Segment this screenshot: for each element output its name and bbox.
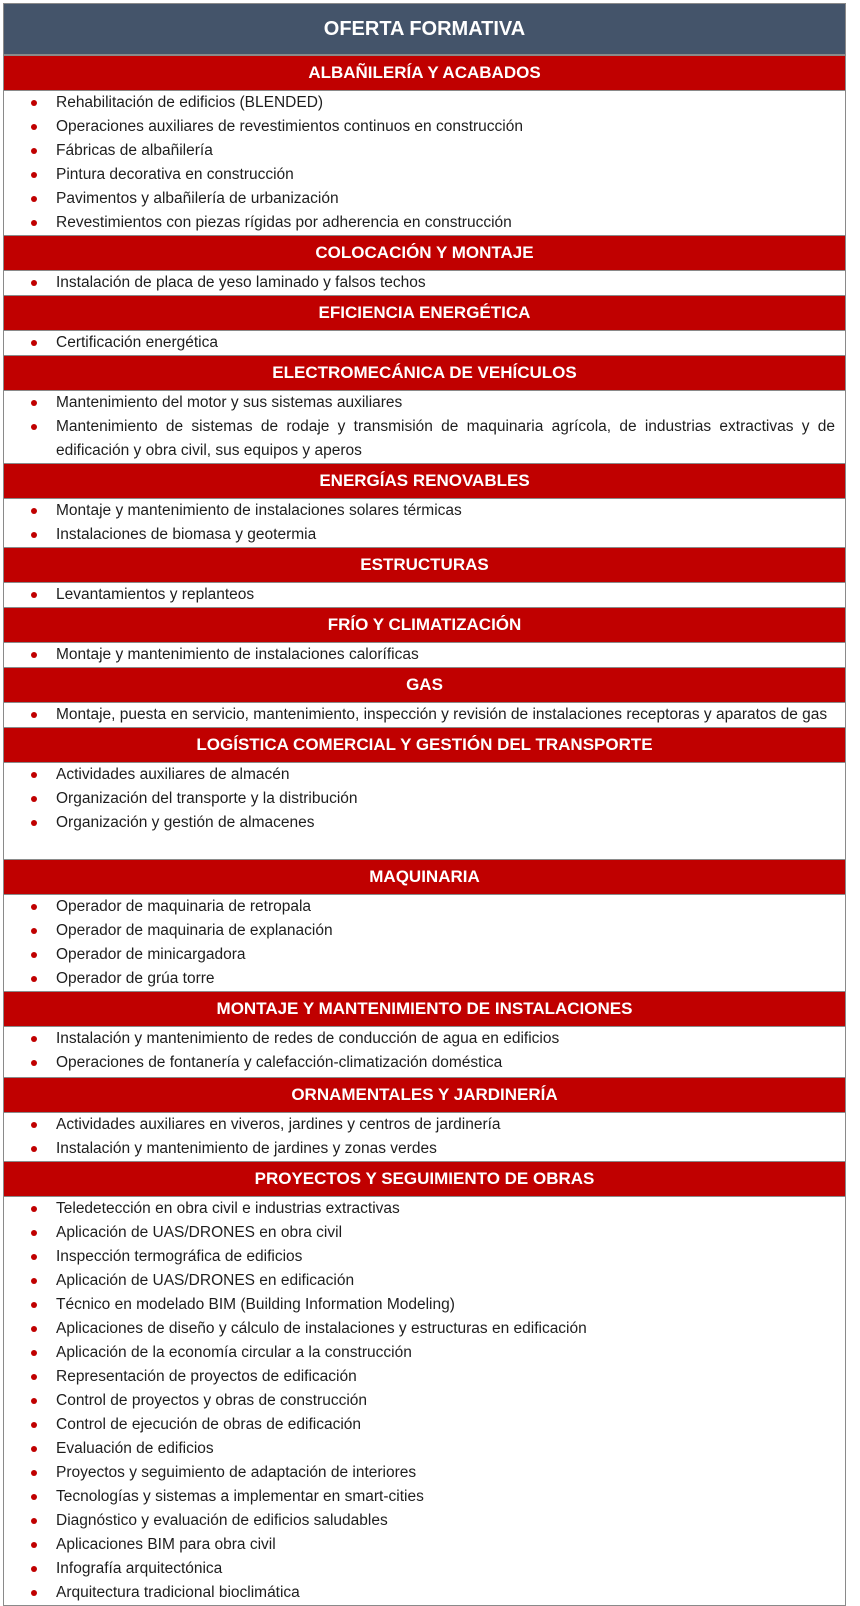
list-item-text: Fábricas de albañilería (56, 142, 213, 159)
section-list-block (4, 1113, 845, 1161)
list-item (4, 91, 845, 115)
bullet-icon (31, 904, 37, 910)
bullet-icon (31, 1146, 37, 1152)
list-item (4, 139, 845, 163)
bullet-icon (31, 100, 37, 106)
list-item-text: Teledetección en obra civil e industrias extractivas (56, 1200, 400, 1217)
list-item (4, 1137, 845, 1161)
bullet-icon (31, 532, 37, 538)
bullet-icon (31, 424, 37, 430)
bullet-icon (31, 1494, 37, 1500)
bullet-icon (31, 172, 37, 178)
section-heading: MONTAJE Y MANTENIMIENTO DE INSTALACIONES (4, 991, 845, 1027)
list-item-text: Actividades auxiliares de almacén (56, 766, 290, 783)
bullet-icon (31, 1036, 37, 1042)
list-item-text: Operador de maquinaria de explanación (56, 922, 333, 939)
section-heading: GAS (4, 667, 845, 703)
bullet-icon (31, 1542, 37, 1548)
list-item (4, 187, 845, 211)
section-list-block (4, 91, 845, 235)
list-item-text: Actividades auxiliares en viveros, jardines y centros de jardinería (56, 1116, 501, 1133)
bullet-icon (31, 340, 37, 346)
list-item-text: Organización y gestión de almacenes (56, 814, 315, 831)
list-item-text: Control de proyectos y obras de construcción (56, 1392, 368, 1409)
bullet-icon (31, 1446, 37, 1452)
bullet-icon (31, 952, 37, 958)
list-item-text: Inspección termográfica de edificios (56, 1248, 303, 1265)
list-item-text: Levantamientos y replanteos (56, 586, 255, 603)
list-item-text: Aplicación de la economía circular a la construcción (56, 1344, 412, 1361)
list-item-text: Diagnóstico y evaluación de edificios saludables (56, 1512, 388, 1529)
bullet-icon (31, 1350, 37, 1356)
list-item-text: Certificación energética (56, 334, 218, 351)
list-item-text: Infografía arquitectónica (56, 1560, 223, 1577)
bullet-icon (31, 1254, 37, 1260)
list-item (4, 1245, 845, 1269)
bullet-icon (31, 1518, 37, 1524)
list-item-text: Instalaciones de biomasa y geotermia (56, 526, 317, 543)
list-item-text: Operaciones auxiliares de revestimientos continuos en construcción (56, 118, 523, 135)
bullet-icon (31, 220, 37, 226)
list-item (4, 271, 845, 295)
bullet-icon (31, 1470, 37, 1476)
list-item (4, 1557, 845, 1581)
list-item-text: Instalación y mantenimiento de jardines y zonas verdes (56, 1140, 437, 1157)
list-item-text: Operador de maquinaria de retropala (56, 898, 312, 915)
bullet-icon (31, 1398, 37, 1404)
bullet-icon (31, 124, 37, 130)
list-item (4, 115, 845, 139)
list-item-text: Aplicaciones de diseño y cálculo de instalaciones y estructuras en edificación (56, 1320, 587, 1337)
list-item-text: Montaje, puesta en servicio, mantenimiento, inspección y revisión de instalaciones receptoras y aparatos de gas (56, 706, 828, 723)
list-item (4, 499, 845, 523)
list-item-text: Evaluación de edificios (56, 1440, 214, 1457)
list-item (4, 895, 845, 919)
section-heading: MAQUINARIA (4, 859, 845, 895)
bullet-icon (31, 652, 37, 658)
bullet-icon (31, 1302, 37, 1308)
list-item-text: Pintura decorativa en construcción (56, 166, 294, 183)
list-item-text: Pavimentos y albañilería de urbanización (56, 190, 339, 207)
page-title: OFERTA FORMATIVA (4, 4, 845, 55)
section-list-block (4, 763, 845, 859)
bullet-icon (31, 928, 37, 934)
section-item-list (4, 499, 845, 547)
list-item (4, 1581, 845, 1605)
section-item-list (4, 271, 845, 295)
list-item-text: Mantenimiento del motor y sus sistemas auxiliares (56, 394, 403, 411)
section-list-block (4, 499, 845, 547)
section-item-list (4, 1027, 845, 1075)
list-item-text: Aplicaciones BIM para obra civil (56, 1536, 276, 1553)
bullet-icon (31, 1422, 37, 1428)
list-item (4, 1221, 845, 1245)
list-item-text: Montaje y mantenimiento de instalaciones caloríficas (56, 646, 419, 663)
section-heading: PROYECTOS Y SEGUIMIENTO DE OBRAS (4, 1161, 845, 1197)
list-item-text: Técnico en modelado BIM (Building Information Modeling) (56, 1296, 455, 1313)
list-item-text: Organización del transporte y la distribución (56, 790, 358, 807)
list-item (4, 703, 845, 727)
list-item (4, 415, 845, 463)
section-list-block (4, 703, 845, 727)
list-item (4, 763, 845, 787)
list-item-text: Revestimientos con piezas rígidas por adherencia en construcción (56, 214, 512, 231)
bullet-icon (31, 148, 37, 154)
list-item (4, 1197, 845, 1221)
list-item (4, 1485, 845, 1509)
list-item-text: Operador de grúa torre (56, 970, 215, 987)
list-item (4, 967, 845, 991)
list-item (4, 163, 845, 187)
section-heading: LOGÍSTICA COMERCIAL Y GESTIÓN DEL TRANSPORTE (4, 727, 845, 763)
section-heading: FRÍO Y CLIMATIZACIÓN (4, 607, 845, 643)
list-item (4, 1437, 845, 1461)
bullet-icon (31, 1326, 37, 1332)
section-list-block (4, 1197, 845, 1605)
list-item (4, 643, 845, 667)
section-heading: COLOCACIÓN Y MONTAJE (4, 235, 845, 271)
section-list-block (4, 271, 845, 295)
bullet-icon (31, 1206, 37, 1212)
bullet-icon (31, 280, 37, 286)
list-item (4, 919, 845, 943)
section-heading: ENERGÍAS RENOVABLES (4, 463, 845, 499)
list-item (4, 1365, 845, 1389)
section-heading: EFICIENCIA ENERGÉTICA (4, 295, 845, 331)
list-item (4, 1509, 845, 1533)
section-item-list (4, 763, 845, 835)
list-item (4, 1533, 845, 1557)
bullet-icon (31, 1060, 37, 1066)
bullet-icon (31, 1374, 37, 1380)
section-list-block (4, 643, 845, 667)
list-item (4, 1413, 845, 1437)
section-item-list (4, 391, 845, 463)
list-item (4, 1027, 845, 1051)
bullet-icon (31, 1230, 37, 1236)
bullet-icon (31, 712, 37, 718)
list-item (4, 943, 845, 967)
list-item-text: Operaciones de fontanería y calefacción-climatización doméstica (56, 1054, 503, 1071)
section-heading: ELECTROMECÁNICA DE VEHÍCULOS (4, 355, 845, 391)
list-item (4, 1461, 845, 1485)
bullet-icon (31, 1566, 37, 1572)
list-item (4, 523, 845, 547)
bullet-icon (31, 196, 37, 202)
section-item-list (4, 91, 845, 235)
section-item-list (4, 583, 845, 607)
section-item-list (4, 1197, 845, 1605)
bullet-icon (31, 820, 37, 826)
list-item (4, 1113, 845, 1137)
list-item (4, 1293, 845, 1317)
list-item (4, 331, 845, 355)
section-item-list (4, 895, 845, 991)
bullet-icon (31, 1122, 37, 1128)
list-item-text: Control de ejecución de obras de edificación (56, 1416, 362, 1433)
section-item-list (4, 1113, 845, 1161)
list-item (4, 1317, 845, 1341)
list-item-text: Montaje y mantenimiento de instalaciones solares térmicas (56, 502, 462, 519)
section-list-block (4, 1027, 845, 1077)
bullet-icon (31, 1590, 37, 1596)
list-item (4, 1341, 845, 1365)
bullet-icon (31, 976, 37, 982)
list-item (4, 1269, 845, 1293)
section-list-block (4, 391, 845, 463)
bullet-icon (31, 592, 37, 598)
bullet-icon (31, 772, 37, 778)
bullet-icon (31, 1278, 37, 1284)
section-list-block (4, 583, 845, 607)
list-item-text: Instalación de placa de yeso laminado y falsos techos (56, 274, 426, 291)
sections-container (4, 55, 845, 1605)
course-offer-table (3, 3, 846, 1606)
list-item (4, 1051, 845, 1075)
section-item-list (4, 331, 845, 355)
list-item-text: Mantenimiento de sistemas de rodaje y transmisión de maquinaria agrícola, de industrias extractivas y de edificación y obra civil, sus equipos y aperos (56, 418, 835, 459)
list-item-text: Instalación y mantenimiento de redes de conducción de agua en edificios (56, 1030, 560, 1047)
list-item-text: Aplicación de UAS/DRONES en obra civil (56, 1224, 343, 1241)
section-list-block (4, 331, 845, 355)
list-item-text: Tecnologías y sistemas a implementar en smart-cities (56, 1488, 424, 1505)
list-item-text: Proyectos y seguimiento de adaptación de interiores (56, 1464, 417, 1481)
list-item (4, 583, 845, 607)
section-item-list (4, 703, 845, 727)
list-item-text: Arquitectura tradicional bioclimática (56, 1584, 300, 1601)
section-heading: ORNAMENTALES Y JARDINERÍA (4, 1077, 845, 1113)
bullet-icon (31, 400, 37, 406)
list-item (4, 211, 845, 235)
list-item-text: Rehabilitación de edificios (BLENDED) (56, 94, 324, 111)
bullet-icon (31, 508, 37, 514)
list-item (4, 391, 845, 415)
list-item-text: Operador de minicargadora (56, 946, 246, 963)
section-item-list (4, 643, 845, 667)
list-item-text: Representación de proyectos de edificación (56, 1368, 357, 1385)
section-heading: ALBAÑILERÍA Y ACABADOS (4, 55, 845, 91)
list-item-text: Aplicación de UAS/DRONES en edificación (56, 1272, 355, 1289)
list-item (4, 1389, 845, 1413)
bullet-icon (31, 796, 37, 802)
section-heading: ESTRUCTURAS (4, 547, 845, 583)
section-list-block (4, 895, 845, 991)
list-item (4, 811, 845, 835)
list-item (4, 787, 845, 811)
